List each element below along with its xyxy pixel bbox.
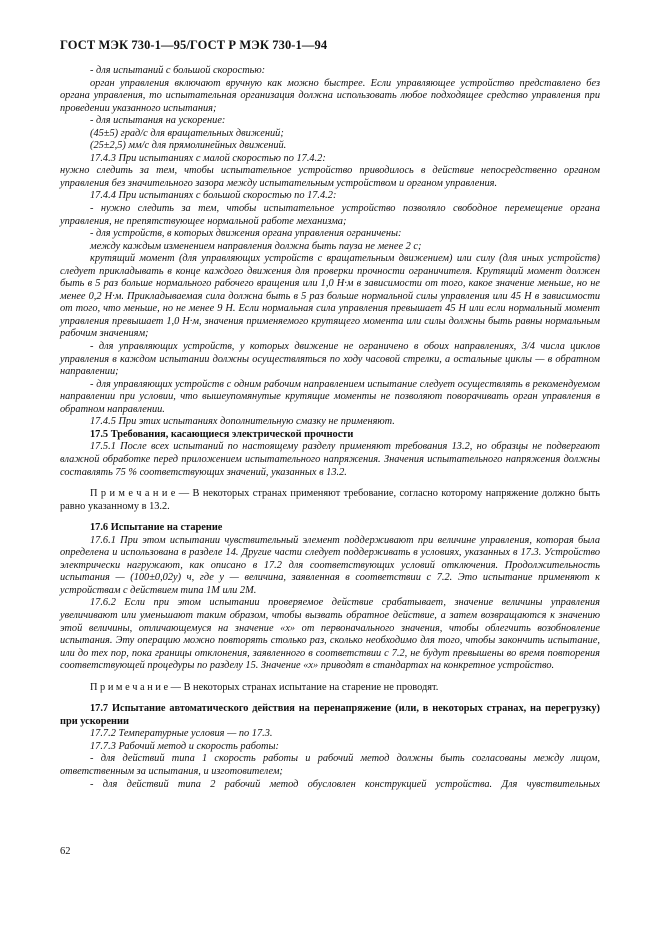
note <box>60 488 600 513</box>
clause-17-6-1: 17.6.1 При этом испытании чувствительный элемент поддерживают при величине управления, которая была определена и использована в разделе 14. Другие части следует поддерживать в условиях, указанных в 17.3. Устройство электрически нагружают, как описано в 17.2 для соответствующих условий отключения. Продолжительность испытания — (100±0,02y) ч, где y — величина, заявленная в соответствии с 7.2. Это испытание применяют к устройствам с действием типа 1M или 2M. <box>60 534 600 596</box>
paragraph: - для действий типа 2 рабочий метод обусловлен конструкцией устройства. Для чувствительных <box>90 778 600 790</box>
paragraph: - нужно следить за тем, чтобы испытательное устройство позволяло свободное перемещение органа управления, не препятствующее нормальной работе механизма; <box>60 203 600 227</box>
note-text: — В некоторых странах применяют требование, согласно которому напряжение должно быть равно указанному в 13.2. <box>60 488 601 512</box>
document-page <box>60 38 600 791</box>
fraction: 3/4 <box>521 341 535 353</box>
paragraph: (45±5) град/с для вращательных движений; <box>90 127 284 139</box>
clause-17-6-2: 17.6.2 Если при этом испытании проверяемое действие срабатывает, значение величины управления увеличивают или уменьшают таким образом, чтобы вызвать обратное действие, а затем возвращаются к значению этой величины, отличающемуся на значение «x» от первоначального значения, чтобы облегчить возобновление испытания. Эту операцию можно повторять столько раз, сколько необходимо для того, чтобы закончить испытание, или до тех пор, пока границы отклонения, заявленного в соответствии с 7.2, не будут превышены во время повторения соответствующей процедуры по разделу 15. Значение «x» приводят в стандартах на конкретное устройство. <box>60 597 600 672</box>
paragraph: - для управляющих устройств с одним рабочим направлением испытание следует осуществлять в рекомендуемом направлении при условии, что вышеупомянутые крутящие моменты не позволяют поворачивать орган управления в обратном направлении. <box>60 378 600 415</box>
page-number: 62 <box>60 846 71 857</box>
note-label: П р и м е ч а н и е <box>90 488 176 500</box>
paragraph: - для устройств, в которых движения органа управления ограничены: <box>90 228 402 240</box>
text-run: числа циклов управления в каждом испытании должны осуществляться по ходу часовой стрелки, а остальные циклы — в обратном направлении; <box>60 341 600 378</box>
clause-17-7-2: 17.7.2 Температурные условия — по 17.3. <box>90 728 273 740</box>
note-text: — В некоторых странах испытание на старение не проводят. <box>168 681 439 693</box>
note-label: П р и м е ч а н и е <box>90 681 169 693</box>
body-text <box>60 65 600 791</box>
section-heading-17-5: 17.5 Требования, касающиеся электрической прочности <box>90 428 354 440</box>
clause-17-4-4: 17.4.4 При испытаниях с большой скоростью по 17.4.2: <box>90 190 337 202</box>
paragraph: орган управления включают вручную как можно быстрее. Если управляющее устройство представлено без органа управления, то испытательная организация должна использовать любое подходящее средство управления при проведении указанного испытания; <box>60 77 600 114</box>
clause-17-7-3: 17.7.3 Рабочий метод и скорость работы: <box>90 740 279 752</box>
section-heading-17-7: 17.7 Испытание автоматического действия на перенапряжение (или, в некоторых странах, на перегрузку) при ускорении <box>60 703 600 727</box>
note <box>60 682 600 695</box>
page-header: ГОСТ МЭК 730-1—95/ГОСТ Р МЭК 730-1—94 <box>60 38 328 52</box>
paragraph: - для испытаний с большой скоростью: <box>90 65 266 76</box>
paragraph <box>60 341 600 379</box>
clause-17-5-1: 17.5.1 После всех испытаний по настоящему разделу применяют требования 13.2, но образцы не подвергают влажной обработке перед приложением испытательного напряжения. Значения испытательного напряжения должны составлять 75 % соответствующих значений, указанных в 13.2. <box>60 441 600 478</box>
paragraph: - для испытания на ускорение: <box>90 115 226 127</box>
text-run: - для управляющих устройств, у которых движение не ограничено в обоих направлениях, <box>90 341 522 353</box>
paragraph: между каждым изменением направления должна быть пауза не менее 2 с; <box>90 240 422 252</box>
paragraph: нужно следить за тем, чтобы испытательное устройство приводилось в действие непосредственно органом управления без значительного зазора между испытательным устройством и органом управления. <box>60 165 600 189</box>
paragraph: (25±2,5) мм/с для прямолинейных движений. <box>90 140 287 152</box>
clause-17-4-3: 17.4.3 При испытаниях с малой скоростью по 17.4.2: <box>90 152 326 164</box>
paragraph: - для действий типа 1 скорость работы и рабочий метод должны быть согласованы между лицом, ответственным за испытания, и изготовителем; <box>60 753 600 777</box>
section-heading-17-6: 17.6 Испытание на старение <box>90 522 223 534</box>
clause-17-4-5: 17.4.5 При этих испытаниях дополнительную смазку не применяют. <box>90 416 395 428</box>
paragraph: крутящий момент (для управляющих устройств с вращательным движением) или силу (для иных устройств) следует прикладывать в конце каждого движения для проверки прочности ограничителя. Крутящий момент должен быть в 5 раз больше нормального рабочего вращения или 1,0 Н·м в зависимости от того, какое значение меньше, но не менее 0,2 Н·м. Прикладываемая сила должна быть в 5 раз больше нормальной силы управления или 45 Н в зависимости от того, что меньше, но не менее 9 Н. Если нормальная сила управления превышает 45 Н или если нормальный момент управления превышает 1,0 Н·м, значения применяемого крутящего момента или силы должны быть равны нормальным рабочим значениям; <box>60 253 600 340</box>
